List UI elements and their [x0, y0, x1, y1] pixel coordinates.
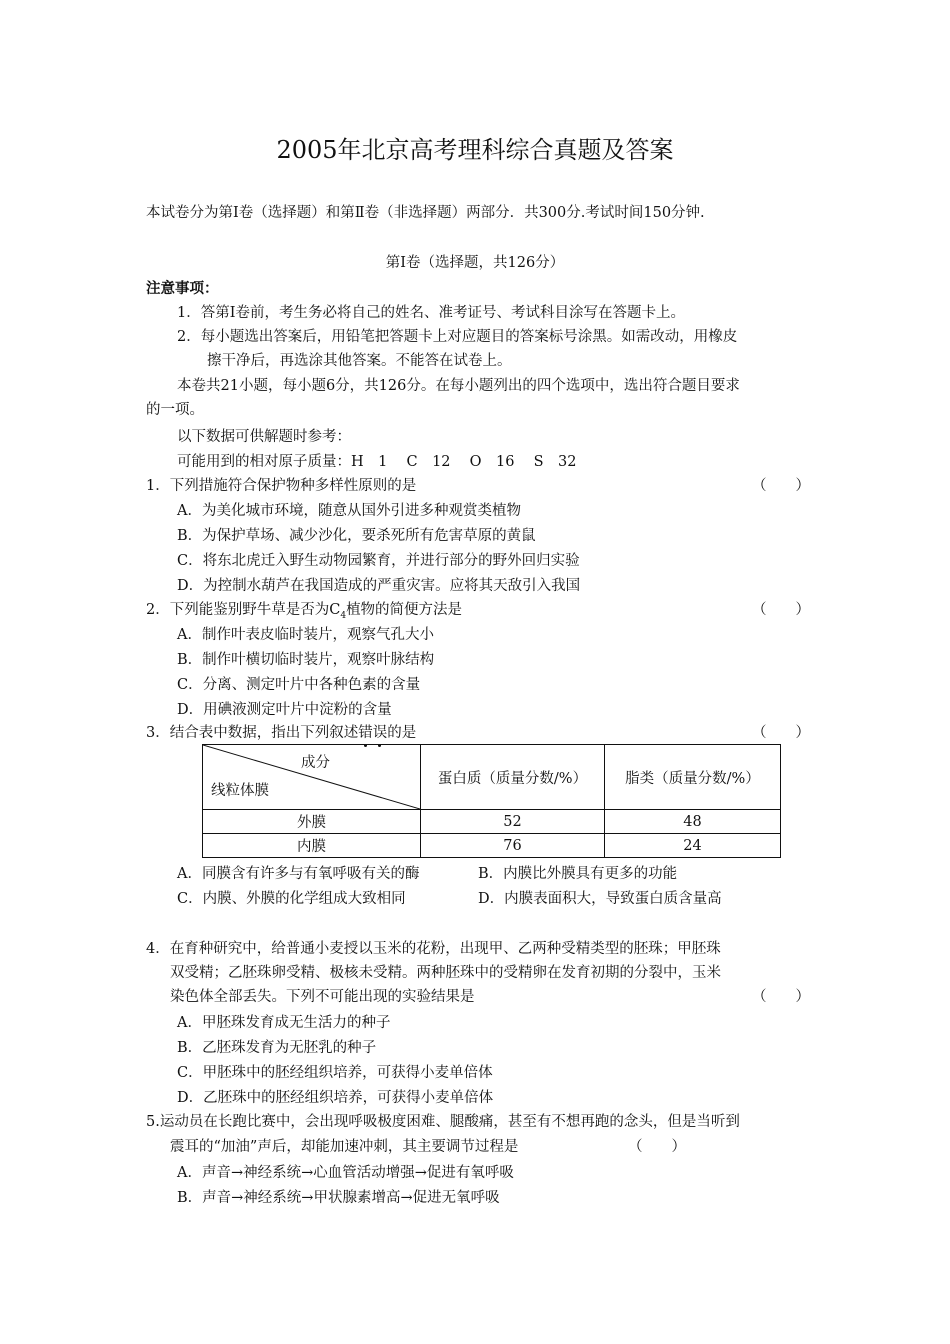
q1-option-b: B．为保护草场、减少沙化，要杀死所有危害草原的黄鼠	[177, 528, 536, 544]
table-row	[203, 810, 781, 834]
row-protein: 76	[421, 834, 605, 858]
q5-stem-line1: 5.运动员在长跑比赛中，会出现呼吸极度困难、腿酸痛，甚至有不想再跑的念头，但是当听到	[146, 1114, 740, 1130]
table-row	[203, 834, 781, 858]
row-lipid: 24	[605, 834, 781, 858]
q1-stem: 1．下列措施符合保护物种多样性原则的是	[146, 478, 417, 494]
note-2-line1: 2．每小题选出答案后，用铅笔把答题卡上对应题目的答案标号涂黑。如需改动，用橡皮	[177, 329, 738, 345]
q2-stem-subscript: 4	[340, 610, 347, 621]
q4-answer-blank: （ ）	[752, 989, 810, 1005]
q3-emphasis-2: 误	[372, 725, 388, 741]
q2-option-d: D．用碘液测定叶片中淀粉的含量	[177, 702, 392, 718]
q4-stem-line2: 双受精；乙胚珠卵受精、极核未受精。两种胚珠中的受精卵在发育初期的分裂中，玉米	[170, 965, 721, 981]
q2-stem-part2: 植物的简便方法是	[346, 602, 463, 618]
q2-stem	[146, 601, 462, 625]
membrane-composition-table	[202, 744, 781, 858]
q5-stem-line2: 震耳的“加油”声后，却能加速冲刺，其主要调节过程是	[170, 1139, 519, 1155]
header-protein: 蛋白质（质量分数/%）	[421, 745, 605, 810]
atomic-masses: 可能用到的相对原子质量：H 1 C 12 O 16 S 32	[177, 454, 577, 470]
q3-stem	[146, 724, 416, 742]
q3-answer-blank: （ ）	[752, 725, 810, 741]
q1-option-d: D．为控制水葫芦在我国造成的严重灾害。应将其天敌引入我国	[177, 578, 581, 594]
q4-option-a: A．甲胚珠发育成无生活力的种子	[177, 1015, 391, 1031]
header-lipid: 脂类（质量分数/%）	[605, 745, 781, 810]
q2-option-b: B．制作叶横切临时装片，观察叶脉结构	[177, 652, 435, 668]
q3-option-c: C．内膜、外膜的化学组成大致相同	[177, 891, 406, 907]
row-name: 外膜	[203, 810, 421, 834]
corner-header-bottom: 线粒体膜	[211, 783, 269, 799]
exam-intro: 本试卷分为第Ⅰ卷（选择题）和第Ⅱ卷（非选择题）两部分．共300分.考试时间150分钟.	[146, 205, 705, 221]
page-title: 2005年北京高考理科综合真题及答案	[276, 136, 674, 164]
instructions-line1: 本卷共21小题，每小题6分，共126分。在每小题列出的四个选项中，选出符合题目要求	[177, 378, 740, 394]
row-protein: 52	[421, 810, 605, 834]
reference-note: 以下数据可供解题时参考：	[177, 429, 351, 445]
row-name: 内膜	[203, 834, 421, 858]
q3-option-a: A．同膜含有许多与有氧呼吸有关的酶	[177, 866, 420, 882]
notes-heading: 注意事项：	[146, 280, 219, 297]
row-lipid: 48	[605, 810, 781, 834]
q4-option-b: B．乙胚珠发育为无胚乳的种子	[177, 1040, 377, 1056]
q3-stem-part1: 3．结合表中数据，指出下列叙述	[146, 725, 359, 741]
corner-header-top: 成分	[301, 755, 330, 771]
q4-stem-line1: 4．在育种研究中，给普通小麦授以玉米的花粉，出现甲、乙两种受精类型的胚珠；甲胚珠	[146, 941, 721, 957]
q4-stem-line3: 染色体全部丢失。下列不可能出现的实验结果是	[170, 989, 475, 1005]
q3-stem-part2: 的是	[387, 725, 417, 741]
table-corner-cell	[203, 745, 421, 810]
q1-answer-blank: （ ）	[752, 478, 810, 494]
q1-option-c: C．将东北虎迁入野生动物园繁育，并进行部分的野外回归实验	[177, 553, 580, 569]
q1-option-a: A．为美化城市环境，随意从国外引进多种观赏类植物	[177, 503, 521, 519]
note-1: 1．答第Ⅰ卷前，考生务必将自己的姓名、准考证号、考试科目涂写在答题卡上。	[177, 305, 685, 321]
q5-option-b: B．声音→神经系统→甲状腺素增高→促进无氧呼吸	[177, 1190, 500, 1206]
section-heading: 第Ⅰ卷（选择题，共126分）	[385, 255, 565, 271]
q2-option-a: A．制作叶表皮临时装片，观察气孔大小	[177, 627, 434, 643]
q3-option-b: B．内膜比外膜具有更多的功能	[478, 866, 678, 882]
q2-stem-part1: 2．下列能鉴别野牛草是否为C	[146, 602, 341, 618]
q2-answer-blank: （ ）	[752, 602, 810, 618]
q3-emphasis-1: 错	[358, 725, 373, 741]
q3-option-d: D．内膜表面积大，导致蛋白质含量高	[478, 891, 722, 907]
note-2-line2: 擦干净后，再选涂其他答案。不能答在试卷上。	[207, 353, 512, 369]
q4-option-c: C．甲胚珠中的胚经组织培养，可获得小麦单倍体	[177, 1065, 493, 1081]
q2-option-c: C．分离、测定叶片中各种色素的含量	[177, 677, 421, 693]
q5-answer-blank: （ ）	[628, 1139, 686, 1155]
q5-option-a: A．声音→神经系统→心血管活动增强→促进有氧呼吸	[177, 1165, 514, 1181]
instructions-line2: 的一项。	[146, 402, 204, 418]
q4-option-d: D．乙胚珠中的胚经组织培养，可获得小麦单倍体	[177, 1090, 494, 1106]
